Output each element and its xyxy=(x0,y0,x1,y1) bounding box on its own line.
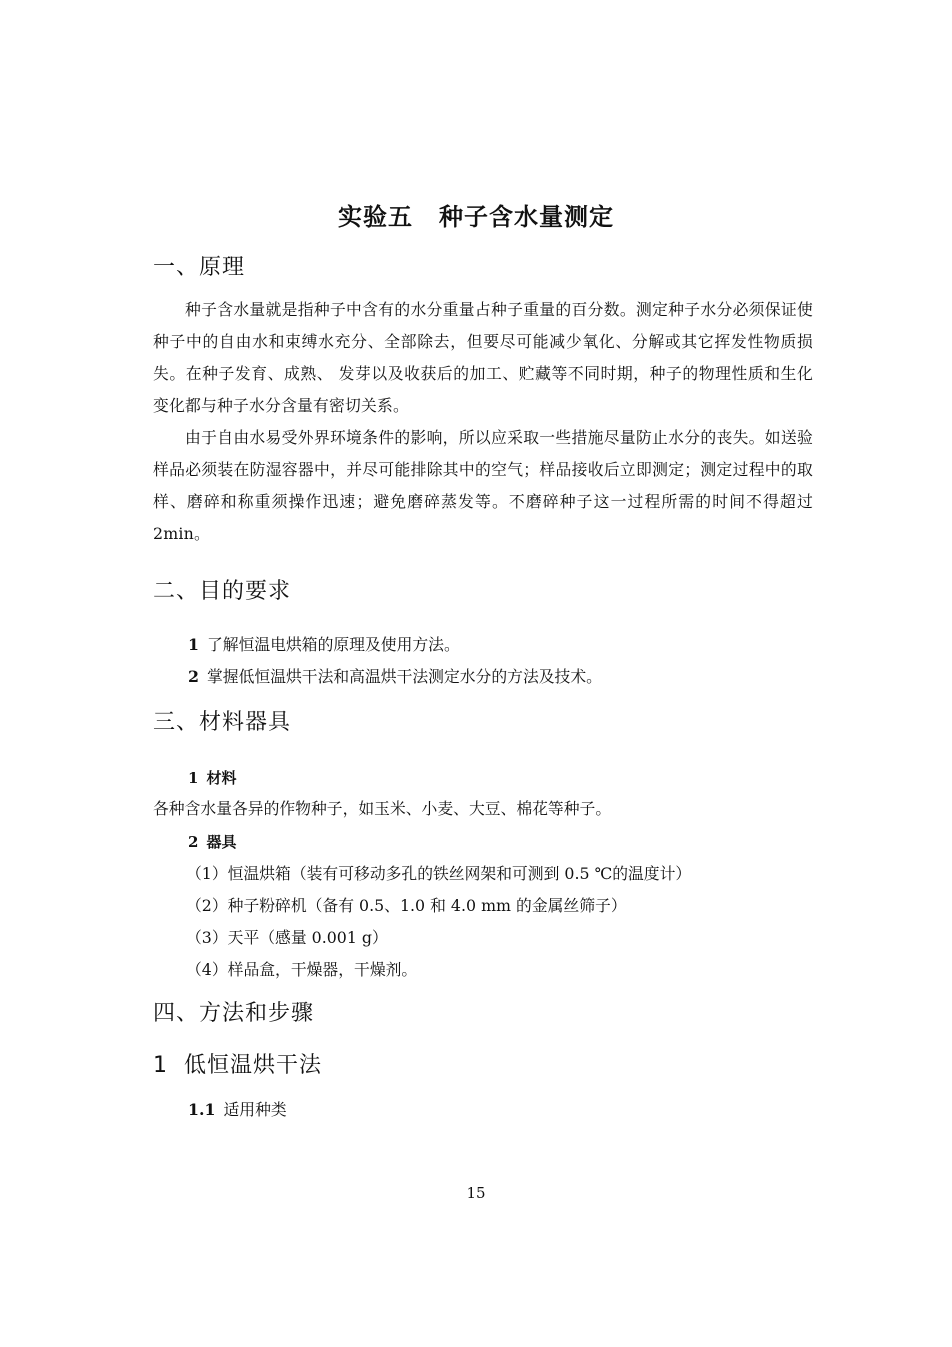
tool-item-2: （2）种子粉碎机（备有 0.5、1.0 和 4.0 mm 的金属丝筛子） xyxy=(186,896,627,915)
objective-item-2 xyxy=(188,665,602,689)
title-experiment-number: 实验五 xyxy=(338,203,413,231)
objective-item-number: 2 xyxy=(188,667,199,686)
objective-item-number: 1 xyxy=(188,635,199,654)
tool-item-3: （3）天平（感量 0.001 g） xyxy=(186,928,388,947)
page-number: 15 xyxy=(466,1184,486,1202)
objective-item-text: 掌握低恒温烘干法和高温烘干法测定水分的方法及技术。 xyxy=(207,667,602,686)
materials-description: 各种含水量各异的作物种子，如玉米、小麦、大豆、棉花等种子。 xyxy=(153,799,612,818)
section-heading-materials: 三、材料器具 xyxy=(153,710,292,735)
method-item-applicable-species xyxy=(188,1098,287,1122)
page-title xyxy=(0,199,952,235)
principle-paragraph-2: 由于自由水易受外界环境条件的影响，所以应采取一些措施尽量防止水分的丧失。如送验样品必须装在防湿容器中，并尽可能排除其中的空气；样品接收后立即测定；测定过程中的取样、磨碎和称重须操作迅速；避免磨碎蒸发等。不磨碎种子这一过程所需的时间不得超过 2min。 xyxy=(153,428,813,543)
section-heading-objectives: 二、目的要求 xyxy=(153,579,292,604)
tool-item-1: （1）恒温烘箱（装有可移动多孔的铁丝网架和可测到 0.5 ℃的温度计） xyxy=(186,864,692,883)
materials-subheading xyxy=(188,766,236,790)
method-subheading-low-temp-drying: 1 低恒温烘干法 xyxy=(153,1053,322,1078)
tools-subheading-number: 2 xyxy=(188,833,199,851)
materials-subheading-label: 材料 xyxy=(206,769,237,787)
section-heading-principle: 一、原理 xyxy=(153,255,246,280)
tools-subheading xyxy=(188,830,236,854)
principle-paragraph-1: 种子含水量就是指种子中含有的水分重量占种子重量的百分数。测定种子水分必须保证使种子中的自由水和束缚水充分、全部除去，但要尽可能减少氧化、分解或其它挥发性物质损失。在种子发育、成熟、 发芽以及收获后的加工、贮藏等不同时期，种子的物理性质和生化变化都与种子水分含量有密切关系。 xyxy=(153,300,813,415)
materials-subheading-number: 1 xyxy=(188,769,199,787)
method-item-number: 1.1 xyxy=(188,1100,216,1119)
title-experiment-name: 种子含水量测定 xyxy=(439,203,614,231)
section-heading-methods: 四、方法和步骤 xyxy=(153,1001,315,1026)
tools-subheading-label: 器具 xyxy=(206,833,237,851)
method-item-text: 适用种类 xyxy=(223,1100,287,1119)
objective-item-1 xyxy=(188,633,460,657)
tool-item-4: （4）样品盒，干燥器，干燥剂。 xyxy=(186,960,418,979)
objective-item-text: 了解恒温电烘箱的原理及使用方法。 xyxy=(207,635,460,654)
